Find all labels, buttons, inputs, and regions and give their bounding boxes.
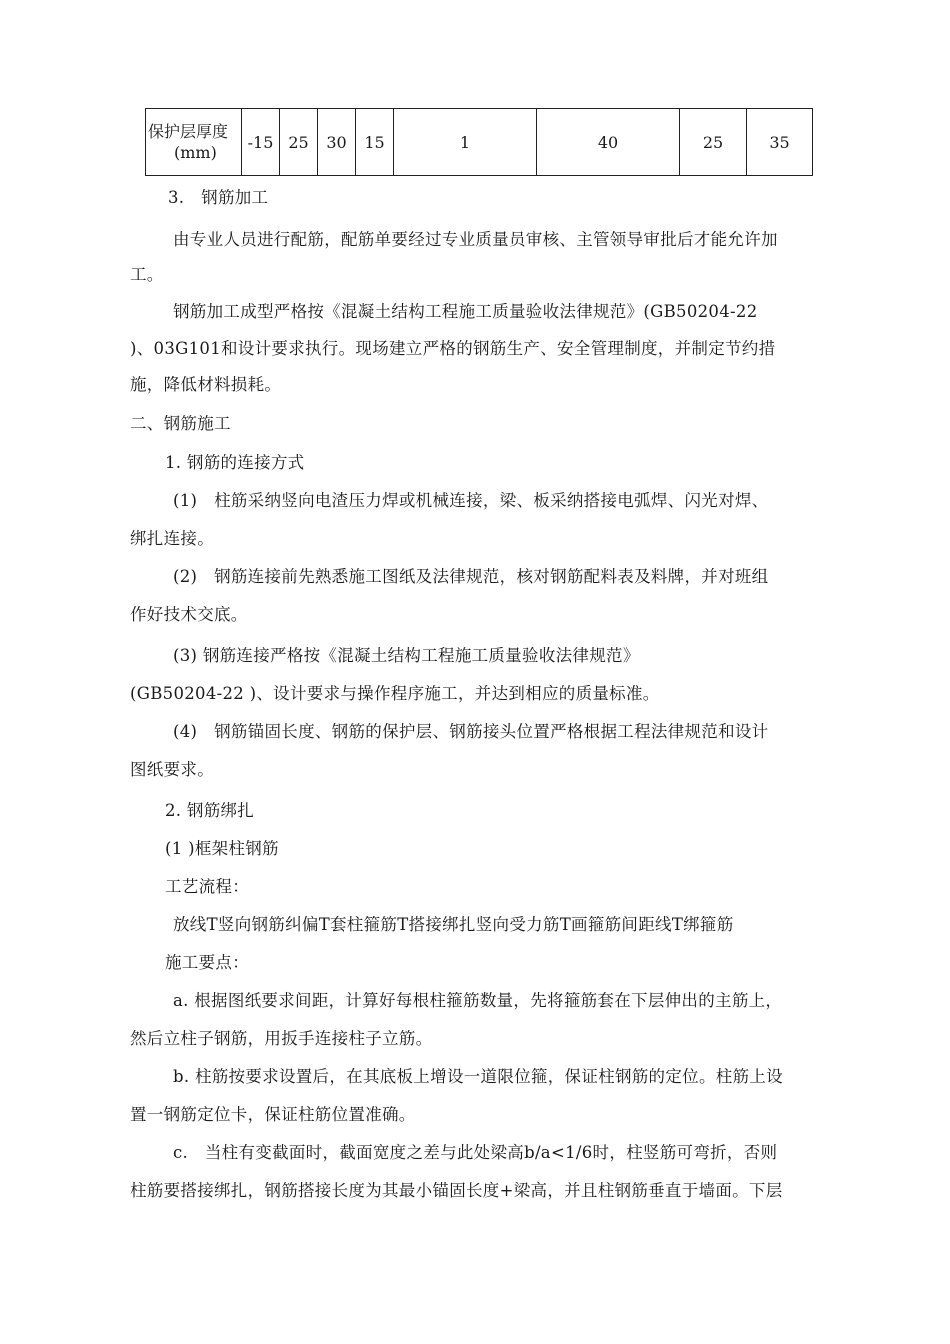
paragraph-line: 工。 bbox=[130, 265, 164, 284]
table-row bbox=[146, 109, 813, 176]
paragraph-line: 由专业人员进行配筋，配筋单要经过专业质量员审核、主管领导审批后才能允许加 bbox=[173, 230, 778, 249]
table-cell: 35 bbox=[747, 109, 813, 176]
table-cell: 1 bbox=[394, 109, 537, 176]
paragraph-line: 工艺流程： bbox=[165, 877, 249, 896]
paragraph-line: b. 柱筋按要求设置后，在其底板上增设一道限位箍，保证柱钢筋的定位。柱筋上设 bbox=[173, 1067, 783, 1086]
paragraph-line: (1) 柱筋采纳竖向电渣压力焊或机械连接，梁、板采纳搭接电弧焊、闪光对焊、 bbox=[173, 491, 769, 510]
subsection-heading: 1. 钢筋的连接方式 bbox=[165, 453, 305, 472]
subsection-heading: 2. 钢筋绑扎 bbox=[165, 801, 255, 820]
table-cell: 15 bbox=[356, 109, 394, 176]
paragraph-line: 作好技术交底。 bbox=[130, 605, 248, 624]
paragraph-line: 钢筋加工成型严格按《混凝土结构工程施工质量验收法律规范》(GB50204-22 bbox=[173, 302, 758, 321]
header-unit: (mm) bbox=[174, 143, 217, 162]
table-header-cell bbox=[146, 109, 242, 176]
table-cell: 25 bbox=[680, 109, 747, 176]
paragraph-line: 施，降低材料损耗。 bbox=[130, 375, 282, 394]
paragraph-line: (3) 钢筋连接严格按《混凝土结构工程施工质量验收法律规范》 bbox=[173, 646, 640, 665]
paragraph-line: a. 根据图纸要求间距，计算好每根柱箍筋数量，先将箍筋套在下层伸出的主筋上， bbox=[173, 991, 783, 1010]
cover-thickness-table bbox=[145, 108, 813, 176]
table-cell: 40 bbox=[537, 109, 680, 176]
subsection-heading: (1 )框架柱钢筋 bbox=[165, 839, 279, 858]
table-cell: 25 bbox=[280, 109, 318, 176]
paragraph-line: 施工要点： bbox=[165, 953, 249, 972]
header-label: 保护层厚度 bbox=[148, 122, 229, 141]
table-cell: 30 bbox=[318, 109, 356, 176]
paragraph-line: (2) 钢筋连接前先熟悉施工图纸及法律规范，核对钢筋配料表及料牌，并对班组 bbox=[173, 567, 769, 586]
paragraph-line: 放线T竖向钢筋纠偏T套柱箍筋T搭接绑扎竖向受力筋T画箍筋间距线T绑箍筋 bbox=[173, 915, 734, 934]
paragraph-line: (4) 钢筋锚固长度、钢筋的保护层、钢筋接头位置严格根据工程法律规范和设计 bbox=[173, 722, 769, 741]
paragraph-line: 图纸要求。 bbox=[130, 760, 214, 779]
paragraph-line: 绑扎连接。 bbox=[130, 529, 214, 548]
table-cell: -15 bbox=[242, 109, 280, 176]
paragraph-line: (GB50204-22 )、设计要求与操作程序施工，并达到相应的质量标准。 bbox=[130, 684, 660, 703]
paragraph-line: 然后立柱子钢筋，用扳手连接柱子立筋。 bbox=[130, 1029, 433, 1048]
paragraph-line: c. 当柱有变截面时，截面宽度之差与此处梁高b/a<1/6时，柱竖筋可弯折，否则 bbox=[173, 1143, 778, 1162]
paragraph-line: 柱筋要搭接绑扎，钢筋搭接长度为其最小锚固长度+梁高，并且柱钢筋垂直于墙面。下层 bbox=[130, 1181, 783, 1200]
paragraph-line: 置一钢筋定位卡，保证柱筋位置准确。 bbox=[130, 1105, 416, 1124]
paragraph-line: )、03G101和设计要求执行。现场建立严格的钢筋生产、安全管理制度，并制定节约措 bbox=[130, 339, 776, 358]
section-heading: 3. 钢筋加工 bbox=[168, 188, 269, 207]
section-heading: 二、钢筋施工 bbox=[130, 414, 231, 433]
